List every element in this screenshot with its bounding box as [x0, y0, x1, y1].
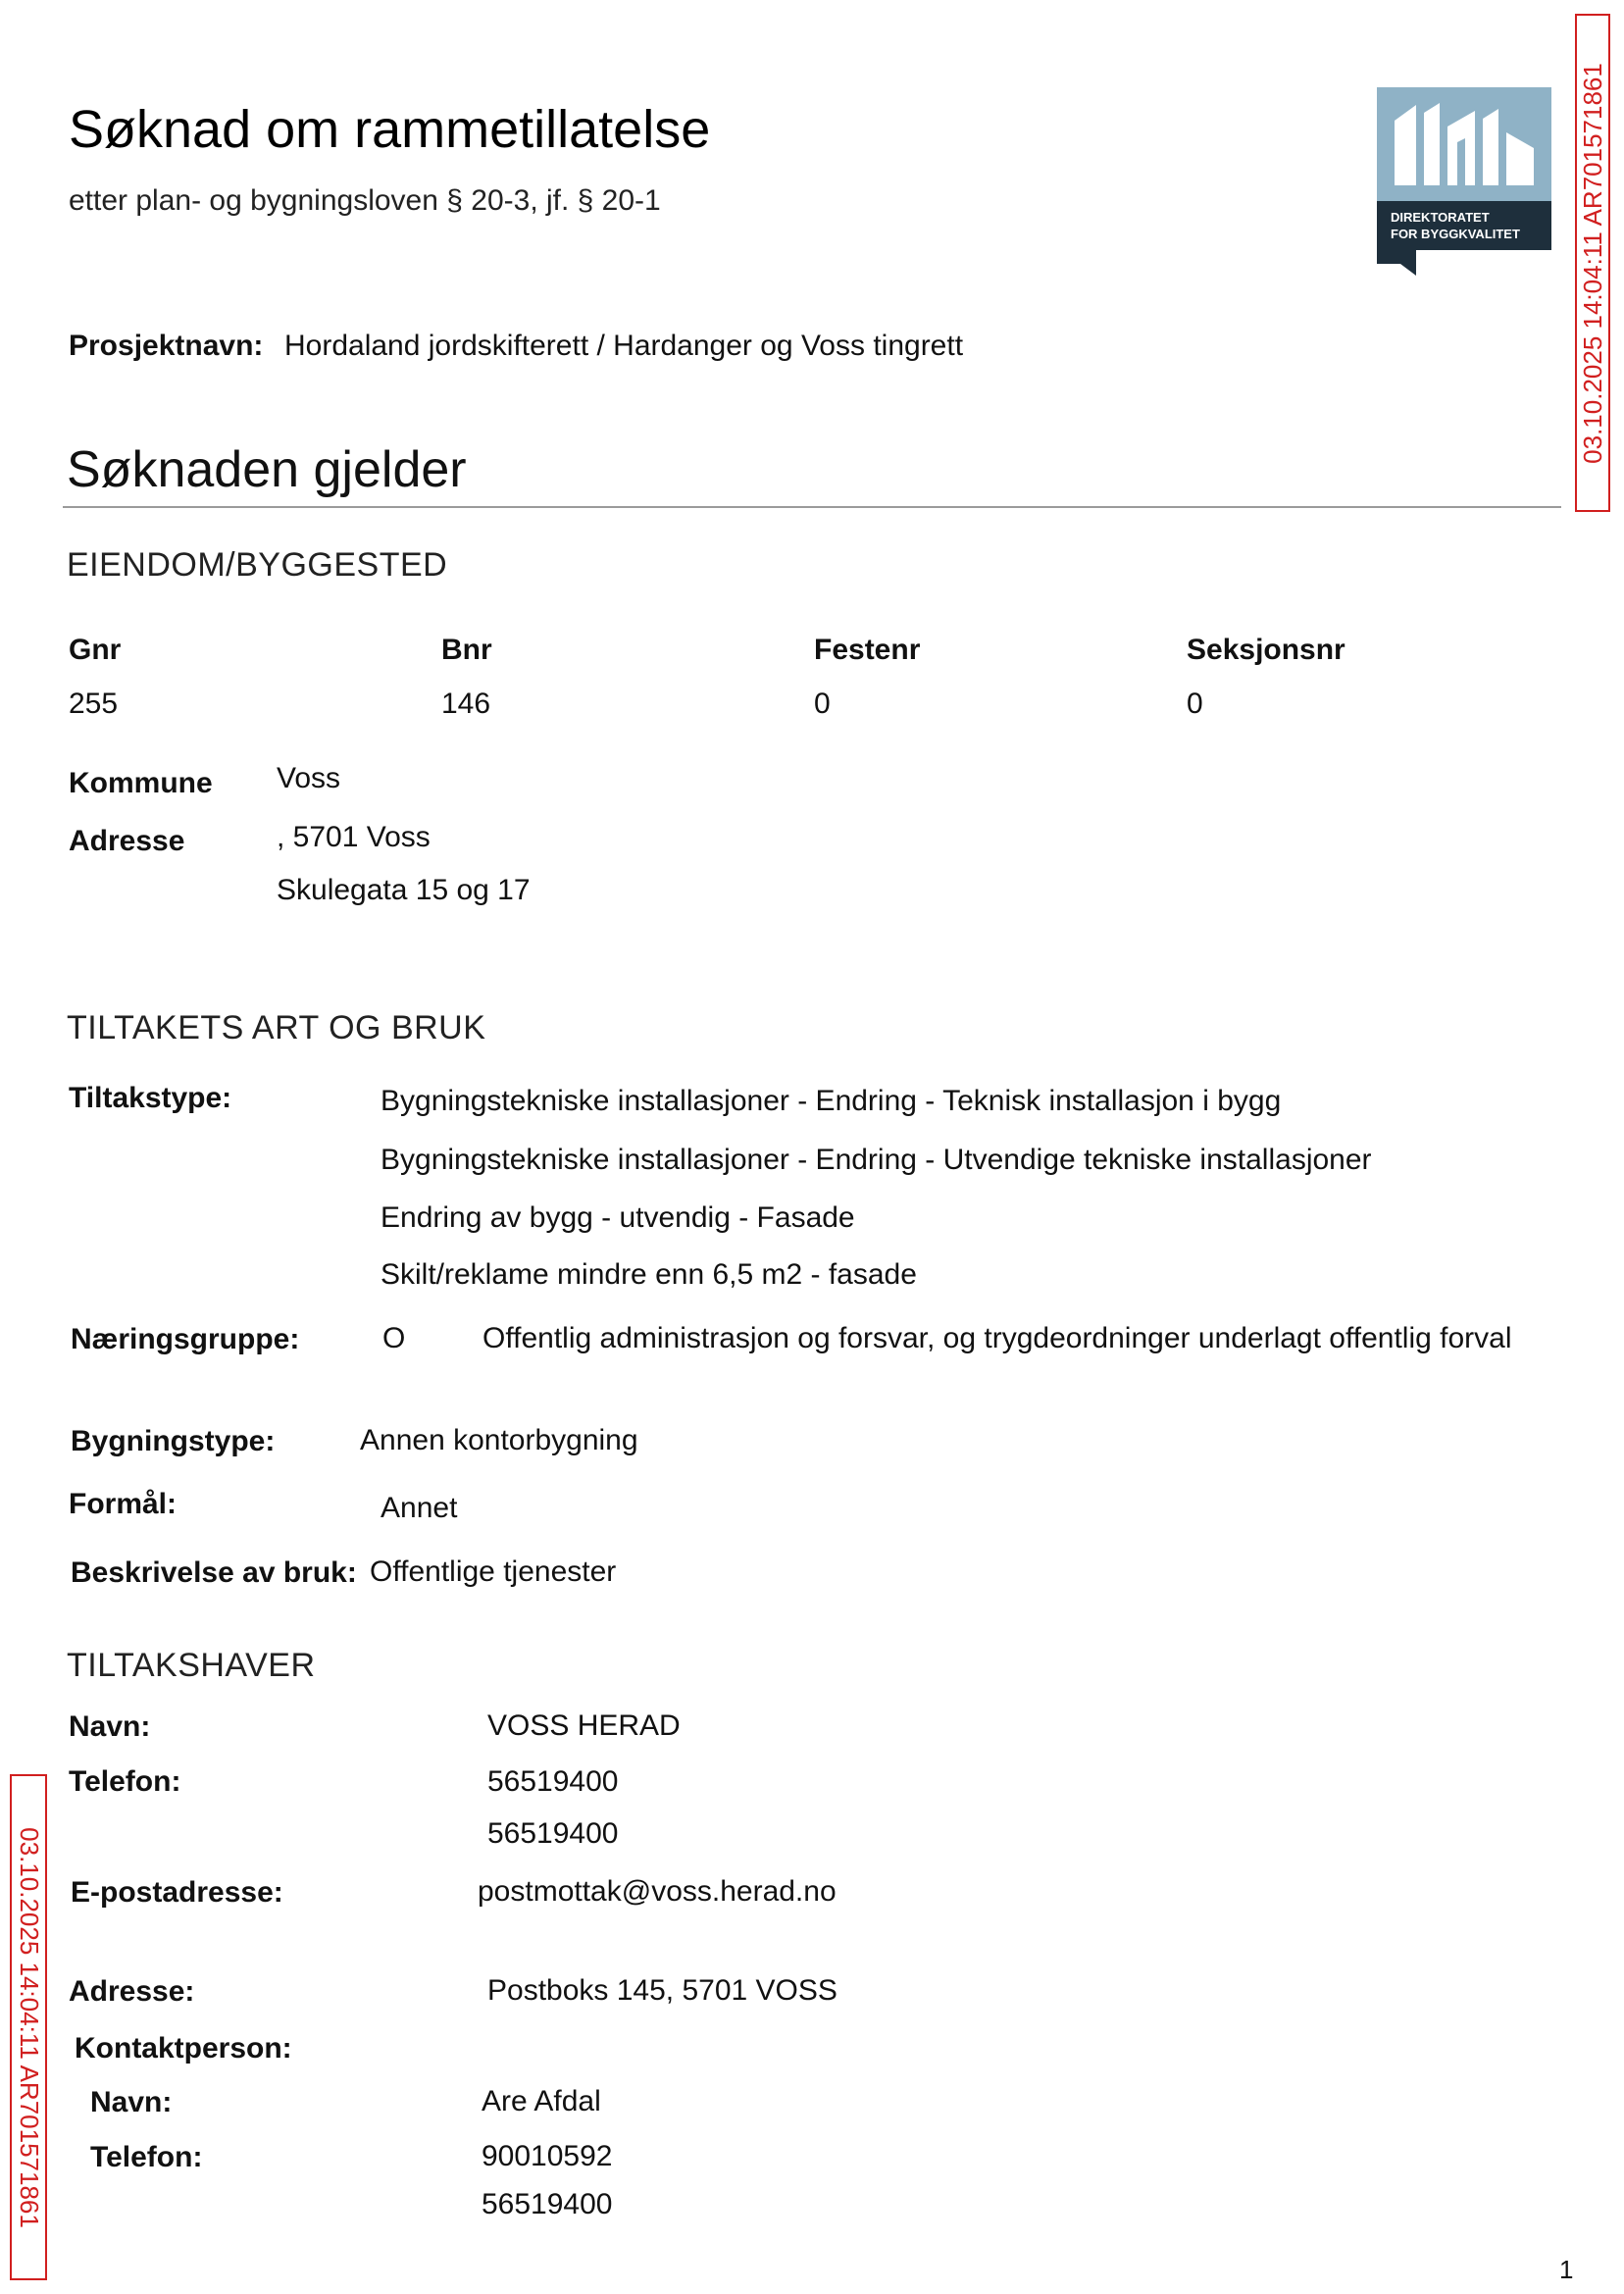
kontakt-navn-label: Navn:	[90, 2086, 173, 2118]
formal-value: Annet	[381, 1492, 458, 1524]
bygningstype-value: Annen kontorbygning	[360, 1424, 638, 1456]
kommune-value: Voss	[277, 762, 341, 794]
tiltakshaver-telefon-label: Telefon:	[69, 1765, 181, 1798]
tiltakshaver-telefon-value: 56519400	[487, 1817, 619, 1850]
tiltakstype-item: Bygningstekniske installasjoner - Endring - Teknisk installasjon i bygg	[381, 1085, 1282, 1117]
section-divider	[63, 506, 1561, 508]
tiltak-heading: TILTAKETS ART OG BRUK	[67, 1009, 486, 1046]
festenr-value: 0	[814, 688, 831, 720]
naeringsgruppe-value: Offentlig administrasjon og forsvar, og trygdeordninger underlagt offentlig forval	[482, 1322, 1512, 1354]
tiltakstype-item: Endring av bygg - utvendig - Fasade	[381, 1201, 855, 1234]
seksjonsnr-value: 0	[1187, 688, 1203, 720]
kontakt-telefon-label: Telefon:	[90, 2141, 203, 2173]
kommune-label: Kommune	[69, 767, 213, 799]
adresse-line2: Skulegata 15 og 17	[277, 874, 531, 906]
bygningstype-label: Bygningstype:	[71, 1425, 276, 1457]
stamp-text: 03.10.2025 14:04:11 AR701571861	[14, 1826, 44, 2228]
logo-text-line2: FOR BYGGKVALITET	[1391, 227, 1520, 241]
bnr-value: 146	[441, 688, 491, 720]
tiltakstype-item: Skilt/reklame mindre enn 6,5 m2 - fasade	[381, 1258, 917, 1291]
tiltakshaver-telefon-value: 56519400	[487, 1765, 619, 1798]
tiltakstype-item: Bygningstekniske installasjoner - Endring - Utvendige tekniske installasjoner	[381, 1144, 1372, 1176]
epost-label: E-postadresse:	[71, 1876, 283, 1909]
tiltakshaver-navn-value: VOSS HERAD	[487, 1709, 681, 1742]
document-title: Søknad om rammetillatelse	[69, 100, 711, 159]
seksjonsnr-label: Seksjonsnr	[1187, 634, 1345, 666]
tiltakshaver-adresse-label: Adresse:	[69, 1975, 195, 2008]
logo-text-line1: DIREKTORATET	[1391, 210, 1490, 225]
beskrivelse-value: Offentlige tjenester	[370, 1555, 617, 1588]
receipt-stamp-left	[10, 1774, 47, 2280]
stamp-text: 03.10.2025 14:04:11 AR701571861	[1577, 62, 1607, 464]
adresse-label: Adresse	[69, 825, 185, 857]
epost-value: postmottak@voss.herad.no	[478, 1875, 837, 1908]
naeringsgruppe-code: O	[382, 1322, 406, 1354]
dibk-logo	[1377, 87, 1551, 276]
tiltakstype-label: Tiltakstype:	[69, 1082, 232, 1114]
formal-label: Formål:	[69, 1488, 178, 1520]
tiltakshaver-navn-label: Navn:	[69, 1710, 151, 1743]
gnr-label: Gnr	[69, 634, 122, 666]
kontaktperson-label: Kontaktperson:	[75, 2032, 292, 2065]
gnr-value: 255	[69, 688, 119, 720]
document-subtitle: etter plan- og bygningsloven § 20-3, jf. § 20-1	[69, 184, 661, 217]
property-heading: EIENDOM/BYGGESTED	[67, 546, 448, 584]
project-label: Prosjektnavn:	[69, 330, 264, 362]
naeringsgruppe-label: Næringsgruppe:	[71, 1323, 300, 1355]
beskrivelse-label: Beskrivelse av bruk:	[71, 1556, 357, 1589]
adresse-line1: , 5701 Voss	[277, 821, 431, 853]
page-number: 1	[1559, 2255, 1574, 2284]
building-logo-icon	[1377, 87, 1551, 276]
festenr-label: Festenr	[814, 634, 921, 666]
bnr-label: Bnr	[441, 634, 492, 666]
project-value: Hordaland jordskifterett / Hardanger og Voss tingrett	[284, 330, 964, 362]
kontakt-navn-value: Are Afdal	[482, 2085, 601, 2117]
section-title: Søknaden gjelder	[67, 441, 467, 498]
receipt-stamp-top	[1575, 14, 1610, 512]
kontakt-telefon-value: 56519400	[482, 2188, 613, 2220]
tiltakshaver-adresse-value: Postboks 145, 5701 VOSS	[487, 1974, 837, 2007]
kontakt-telefon-value: 90010592	[482, 2140, 613, 2172]
tiltakshaver-heading: TILTAKSHAVER	[67, 1647, 316, 1684]
